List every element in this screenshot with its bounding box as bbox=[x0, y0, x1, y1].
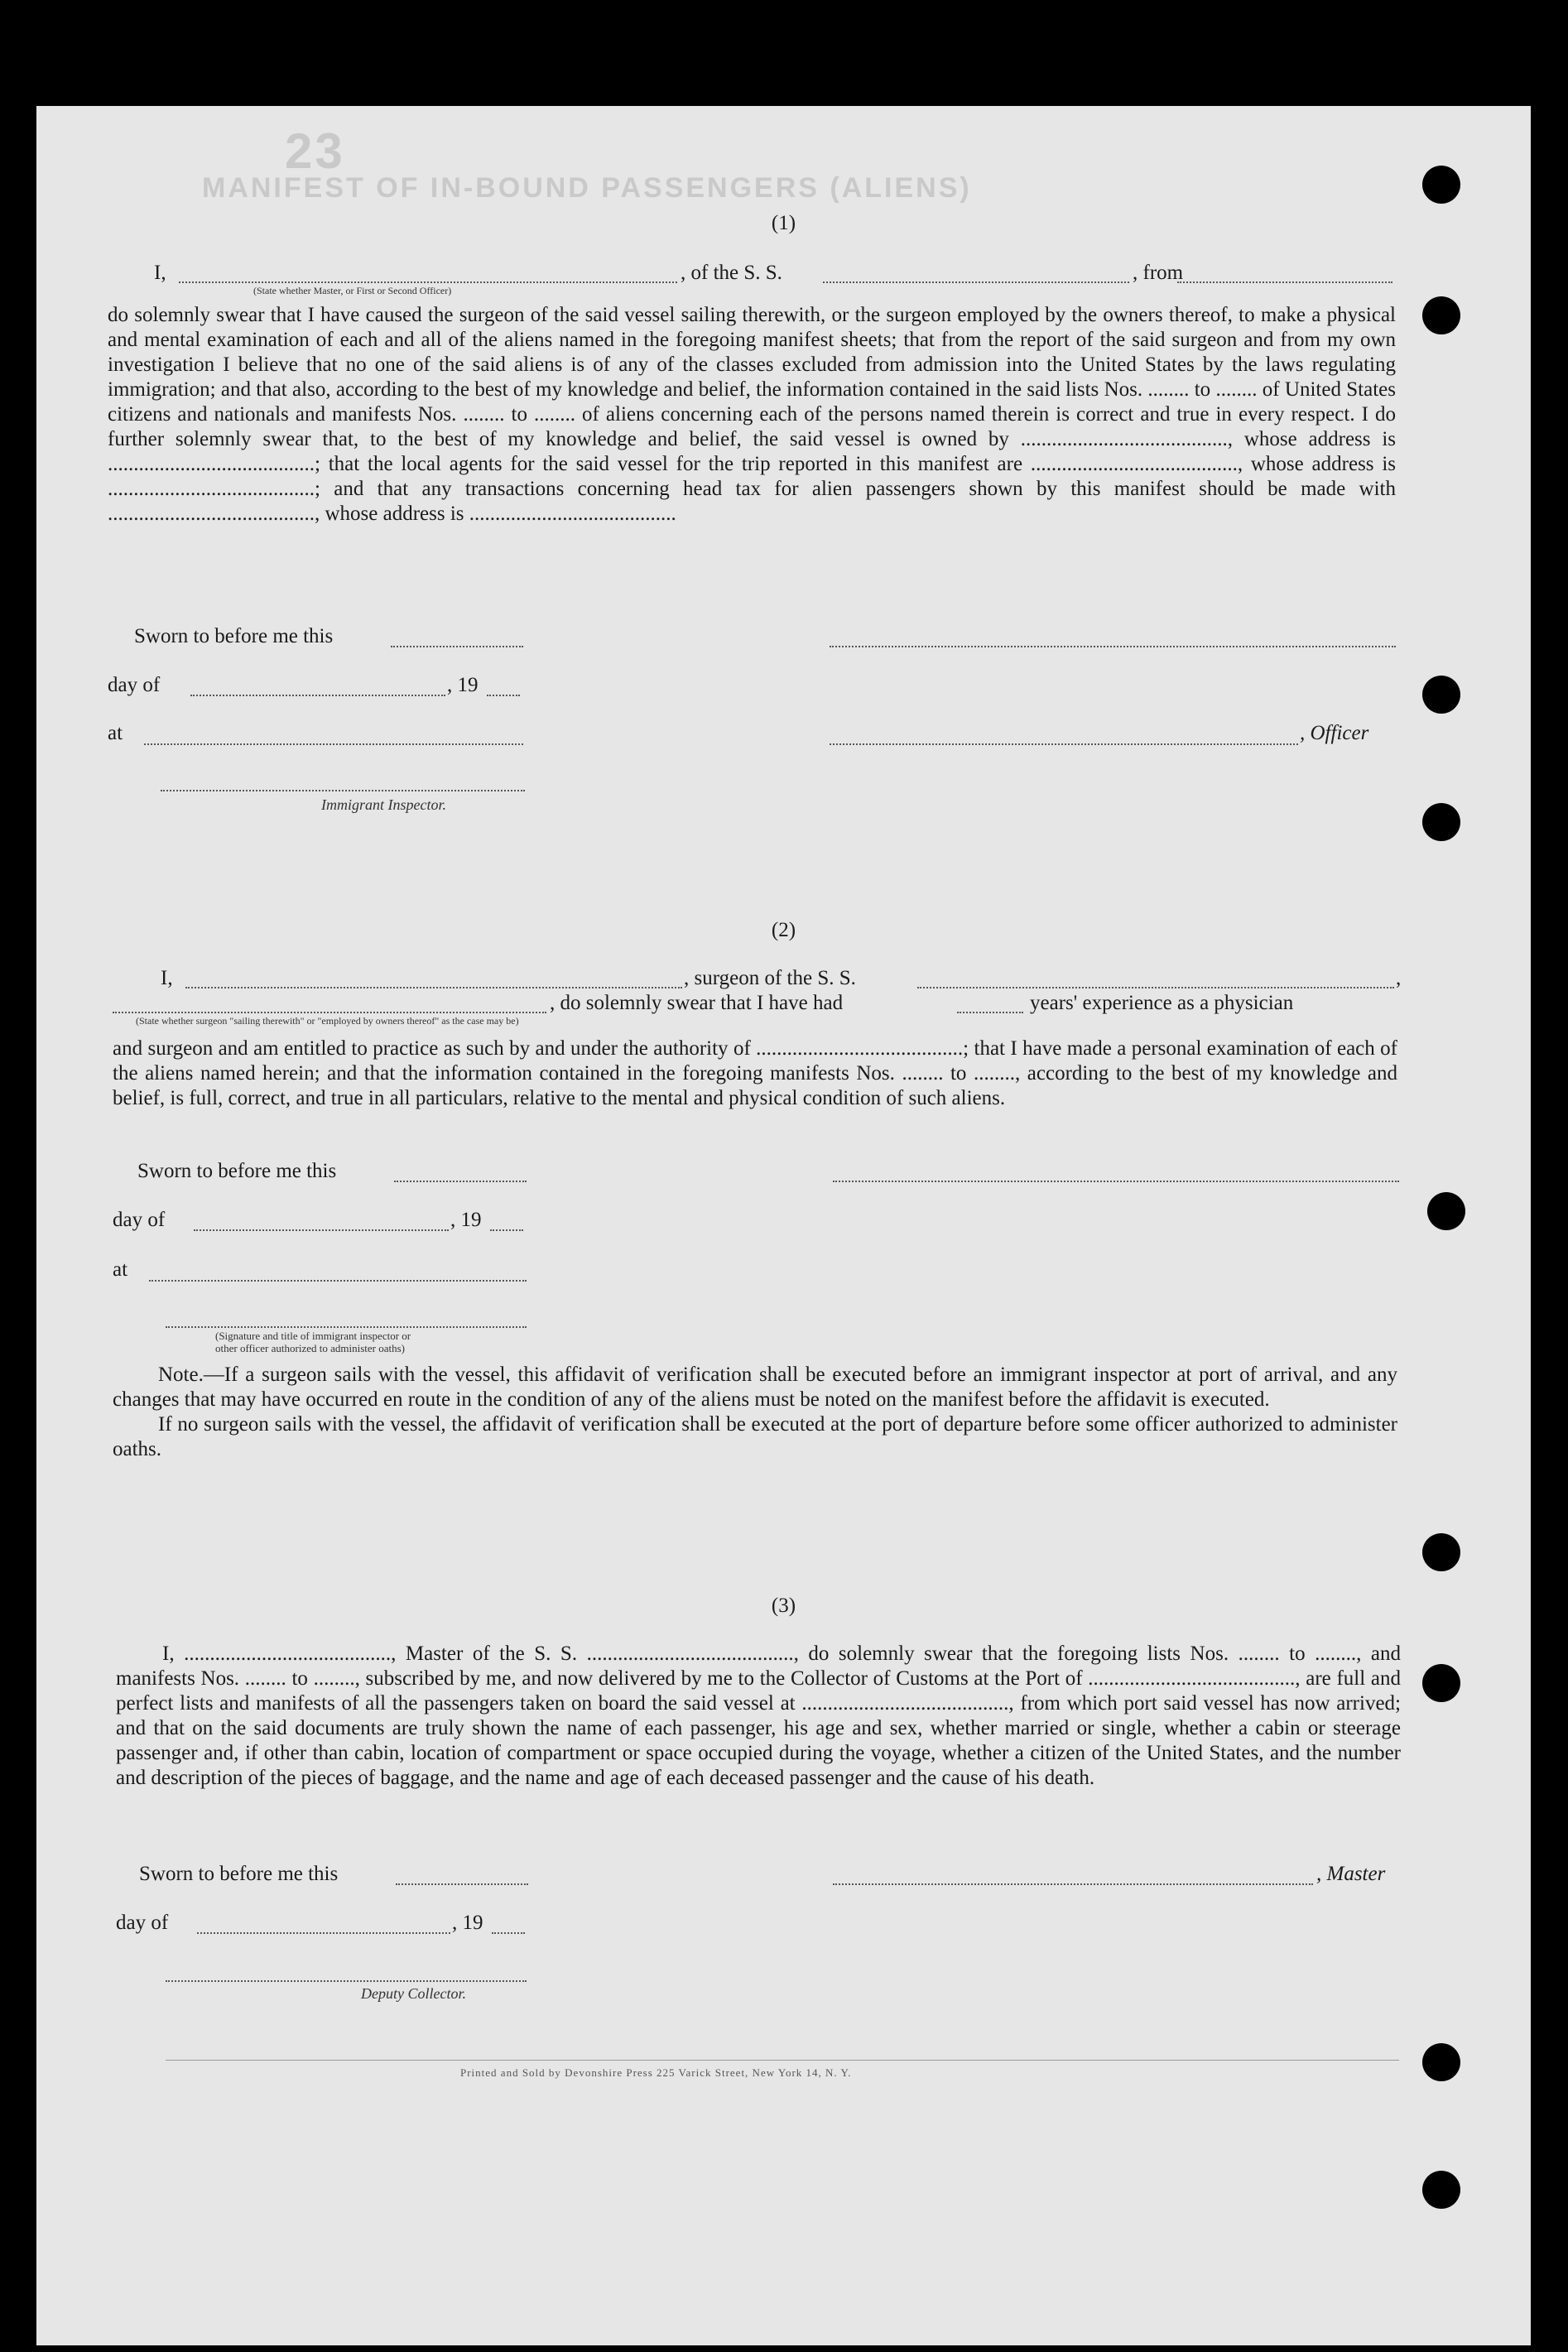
s1-year-field[interactable] bbox=[487, 695, 520, 696]
s2-surgeon-caption: (State whether surgeon "sailing therewith" or "employed by owners thereof" as the case may be) bbox=[136, 1015, 519, 1027]
s1-officer-field[interactable] bbox=[179, 281, 677, 283]
s2-oath-text: and surgeon and am entitled to practice as such by and under the authority of ........................................; that I have made a personal examination of each of the aliens named herein; and that the information contained in the foregoing manifests Nos. ........ to ........, according to the best of my knowledge and belief, is full, correct, and true in all particulars, relative to the mental and physical condition of such aliens. bbox=[113, 1037, 1397, 1109]
s2-vessel-field[interactable] bbox=[917, 987, 1394, 988]
s1-of-ss: , of the S. S. bbox=[681, 262, 782, 284]
punch-hole bbox=[1422, 1664, 1460, 1702]
s1-officer-sig-field[interactable] bbox=[830, 743, 1298, 745]
s1-officer-caption: (State whether Master, or First or Second Officer) bbox=[253, 285, 452, 296]
s2-swear: , do solemnly swear that I have had bbox=[550, 992, 844, 1014]
punch-hole bbox=[1427, 1192, 1465, 1230]
s2-day-field[interactable] bbox=[194, 1229, 449, 1231]
s3-master-sig-field[interactable] bbox=[833, 1883, 1313, 1885]
s3-oath-text: I, ........................................, Master of the S. S. ........................................, do solemnly swear that the foregoing lists Nos. ........ to ........, and manifests Nos. ........ to ........, subscribed by me, and now delivered by me to the Collector of Customs at the Port of ........................................, are full and perfect lists and manifests of all the passengers taken on board the said vessel at ........................................, from which port said vessel has now arrived; and that on the said documents are truly shown the name of each passenger, his age and sex, whether married or single, whether a cabin or steerage passenger and, if other than cabin, location of compartment or space occupied during the voyage, whether a citizen of the United States, and the number and description of the pieces of baggage, and the name and age of each deceased passenger and the cause of his death. bbox=[116, 1643, 1401, 1789]
punch-hole bbox=[1422, 803, 1460, 841]
s1-from: , from bbox=[1133, 262, 1184, 284]
s2-sig-field[interactable] bbox=[833, 1181, 1399, 1182]
punch-hole bbox=[1422, 2043, 1460, 2081]
punch-hole bbox=[1422, 166, 1460, 204]
section-1-number: (1) bbox=[771, 212, 796, 234]
s3-sworn-field[interactable] bbox=[396, 1883, 528, 1885]
s3-year: , 19 bbox=[452, 1912, 483, 1934]
s3-day-field[interactable] bbox=[197, 1932, 450, 1934]
s3-sworn: Sworn to before me this bbox=[139, 1863, 339, 1885]
s1-officer-label: , Officer bbox=[1300, 722, 1369, 744]
s2-line-i: I, bbox=[161, 967, 173, 989]
s2-years-field[interactable] bbox=[957, 1012, 1023, 1013]
punch-hole bbox=[1422, 2171, 1460, 2209]
s1-inspector-field[interactable] bbox=[161, 790, 525, 791]
s2-surgeon-of: , surgeon of the S. S. bbox=[684, 967, 856, 989]
s2-comma: , bbox=[1396, 967, 1402, 989]
s3-day-of: day of bbox=[116, 1912, 169, 1934]
punch-hole bbox=[1422, 296, 1460, 334]
s1-sworn: Sworn to before me this bbox=[134, 625, 334, 647]
s1-inspector-caption: Immigrant Inspector. bbox=[321, 796, 446, 813]
s2-sig-caption-2: other officer authorized to administer oaths) bbox=[215, 1342, 405, 1354]
s2-sworn-field[interactable] bbox=[394, 1181, 527, 1182]
s3-master-label: , Master bbox=[1316, 1863, 1386, 1885]
ghost-stamp: 23 bbox=[285, 123, 345, 179]
footer-rule bbox=[166, 2060, 1399, 2061]
form-page bbox=[36, 106, 1531, 2345]
s1-oath-text: do solemnly swear that I have caused the surgeon of the said vessel sailing therewith, or the surgeon employed by the owners thereof, to make a physical and mental examination of each and all of the aliens named in the foregoing manifest sheets; that from the report of the said surgeon and from my own investigation I believe that no one of the said aliens is of any of the classes excluded from admission into the United States by the laws regulating immigration; and that also, according to the best of my knowledge and belief, the information contained in the said lists Nos. ........ to ........ of United States citizens and nationals and manifests Nos. ........ to ........ of aliens concerning each of the persons named therein is correct and true in every respect. I do further solemnly swear that, to the best of my knowledge and belief, the said vessel is owned by ........................................, whose address is ........................................; that the local agents for the said vessel for the trip reported in this manifest are ........................................, whose address is ........................................; and that any transactions concerning head tax for alien passengers shown by this manifest should be made with ........................................, whose address is ........................................ bbox=[108, 304, 1396, 525]
s2-at-field[interactable] bbox=[149, 1280, 527, 1282]
printer-imprint: Printed and Sold by Devonshire Press 225 Varick Street, New York 14, N. Y. bbox=[460, 2066, 852, 2079]
s1-sworn-field[interactable] bbox=[391, 646, 523, 647]
s1-at: at bbox=[108, 722, 123, 744]
section-3-number: (3) bbox=[771, 1594, 796, 1617]
s1-day-field[interactable] bbox=[190, 695, 445, 696]
s1-at-field[interactable] bbox=[144, 743, 523, 745]
s2-note: Note.—If a surgeon sails with the vessel, this affidavit of verification shall be executed before an immigrant inspector at port of arrival, and any changes that may have occurred en route in the condition of any of the aliens must be noted on the manifest before the affidavit is executed. If no surgeon sails with the vessel, the affidavit of verification shall be executed at the port of departure before some officer authorized to administer oaths. bbox=[113, 1364, 1397, 1460]
s1-from-field[interactable] bbox=[1177, 281, 1392, 283]
s2-year: , 19 bbox=[450, 1209, 482, 1231]
s3-deputy-caption: Deputy Collector. bbox=[361, 1985, 466, 2002]
s2-sworn: Sworn to before me this bbox=[137, 1160, 337, 1182]
s2-years: years' experience as a physician bbox=[1030, 992, 1294, 1014]
s2-sig-caption-1: (Signature and title of immigrant inspector or bbox=[215, 1330, 411, 1342]
section-2-number: (2) bbox=[771, 919, 796, 941]
s3-deputy-sig-field[interactable] bbox=[166, 1980, 527, 1982]
s2-at: at bbox=[113, 1258, 128, 1281]
s2-surgeon-name-field[interactable] bbox=[185, 987, 682, 988]
s2-surgeon-type-field[interactable] bbox=[113, 1012, 546, 1013]
s1-year: , 19 bbox=[447, 674, 479, 696]
s2-year-field[interactable] bbox=[490, 1229, 523, 1231]
s1-line-i: I, bbox=[154, 262, 166, 284]
s1-vessel-field[interactable] bbox=[823, 281, 1129, 283]
s3-year-field[interactable] bbox=[492, 1932, 525, 1934]
s2-inspector-sig-field[interactable] bbox=[166, 1326, 527, 1328]
ghost-title: MANIFEST OF IN-BOUND PASSENGERS (ALIENS) bbox=[202, 172, 972, 204]
punch-hole bbox=[1422, 676, 1460, 714]
s1-sig-field[interactable] bbox=[830, 646, 1396, 647]
s2-day-of: day of bbox=[113, 1209, 166, 1231]
punch-hole bbox=[1422, 1533, 1460, 1571]
s1-day-of: day of bbox=[108, 674, 161, 696]
